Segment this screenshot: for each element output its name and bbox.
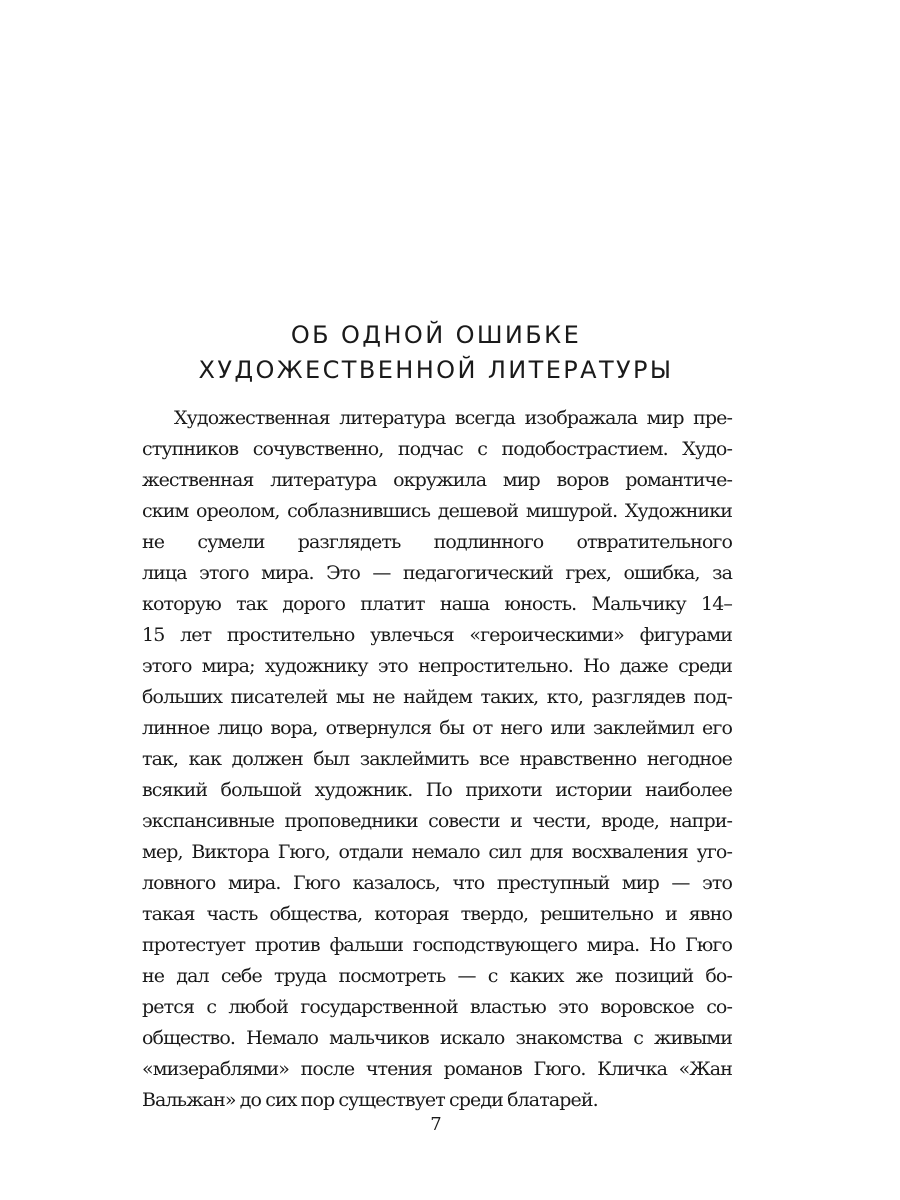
text-line: не сумели разглядеть подлинного отвратительного [142, 531, 732, 553]
body-paragraph [142, 403, 732, 1116]
text-line: лица этого мира. Это — педагогический грех, ошибка, за [142, 562, 732, 584]
text-line: линное лицо вора, отвернулся бы от него или заклеймил его [142, 717, 732, 739]
text-line: рется с любой государственной властью это воровское со- [142, 996, 732, 1018]
text-line: больших писателей мы не найдем таких, кто, разглядев под- [142, 686, 732, 708]
text-line: экспансивные проповедники совести и чести, вроде, напри- [142, 810, 732, 832]
chapter-title [0, 318, 872, 388]
text-line: Вальжан» до сих пор существует среди блатарей. [142, 1089, 598, 1111]
text-line: всякий большой художник. По прихоти истории наиболее [142, 779, 732, 801]
text-line: ским ореолом, соблазнившись дешевой мишурой. Художники [142, 500, 732, 522]
chapter-title-line: ОБ ОДНОЙ ОШИБКЕ [290, 321, 582, 349]
text-line: ловного мира. Гюго казалось, что преступный мир — это [142, 872, 732, 894]
text-line: общество. Немало мальчиков искало знакомства с живыми [142, 1027, 732, 1049]
text-line: 15 лет простительно увлечься «героическими» фигурами [142, 624, 732, 646]
text-line: ступников сочувственно, подчас с подобострастием. Худо- [142, 438, 732, 460]
text-line: так, как должен был заклеймить все нравственно негодное [142, 748, 732, 770]
text-line: протестует против фальши господствующего мира. Но Гюго [142, 934, 732, 956]
chapter-title-line: ХУДОЖЕСТВЕННОЙ ЛИТЕРАТУРЫ [198, 356, 674, 384]
text-line: такая часть общества, которая твердо, решительно и явно [142, 903, 732, 925]
text-line: Художественная литература всегда изображала мир пре- [174, 407, 732, 429]
page-number: 7 [430, 1114, 442, 1135]
text-line: «мизераблями» после чтения романов Гюго. Кличка «Жан [142, 1058, 732, 1080]
text-line: мер, Виктора Гюго, отдали немало сил для восхваления уго- [142, 841, 732, 863]
text-line: не дал себе труда посмотреть — с каких же позиций бо- [142, 965, 732, 987]
text-line: жественная литература окружила мир воров романтиче- [142, 469, 732, 491]
text-line: которую так дорого платит наша юность. Мальчику 14– [142, 593, 732, 615]
text-line: этого мира; художнику это непростительно. Но даже среди [142, 655, 732, 677]
